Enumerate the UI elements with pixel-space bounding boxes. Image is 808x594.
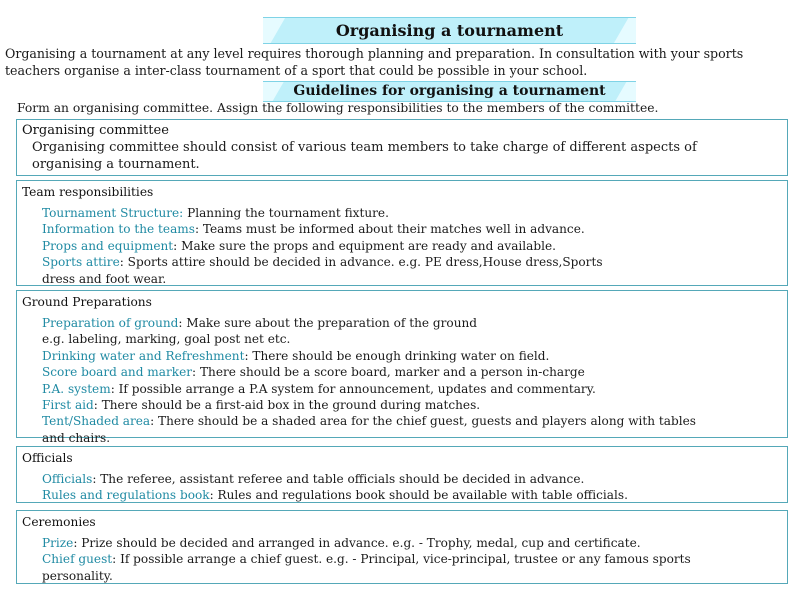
item-term: P.A. system (42, 381, 111, 396)
page-title: Organising a tournament (335, 21, 564, 40)
item-text: : The referee, assistant referee and table officials should be decided in advance. (92, 472, 585, 486)
item-term: Tent/Shaded area (42, 414, 151, 429)
item-continuation: e.g. labeling, marking, goal post net etc. (42, 332, 291, 347)
item-text: : There should be a first-aid box in the ground during matches. (93, 398, 481, 413)
item-term: Rules and regulations book (42, 488, 210, 503)
list-item (42, 254, 787, 270)
item-term: Chief guest (42, 552, 113, 567)
item-term: Score board and marker (42, 365, 193, 380)
item-text: : Teams must be informed about their matches well in advance. (194, 222, 585, 237)
section-heading: Ceremonies (22, 515, 96, 529)
section-body (42, 471, 787, 504)
banner-stripe-left (263, 18, 303, 43)
list-item (42, 205, 787, 221)
body-line: organising a tournament. (32, 157, 200, 172)
item-term: Prize (42, 536, 74, 550)
banner-stripe-right (596, 18, 636, 43)
intro-line: teachers organise a inter-class tournament of a sport that could be possible in your school. (5, 63, 588, 78)
item-text: : There should be a score board, marker and a person in-charge (192, 365, 585, 380)
list-item (42, 551, 787, 567)
section-body (42, 205, 787, 287)
item-text: : There should be a shaded area for the chief guest, guests and players along with tables (150, 414, 696, 429)
list-item (42, 315, 787, 331)
section-body (42, 315, 787, 446)
item-text: : Make sure about the preparation of the ground (178, 316, 478, 330)
team-responsibilities-section (16, 180, 788, 286)
list-item (42, 397, 787, 413)
list-item (42, 381, 787, 397)
item-text: : Make sure the props and equipment are ready and available. (173, 238, 556, 253)
list-item (42, 364, 787, 380)
item-term: Drinking water and Refreshment (42, 348, 245, 363)
item-continuation: dress and foot wear. (42, 271, 167, 286)
item-text: : If possible arrange a chief guest. e.g. - Principal, vice-principal, trustee or any famous sports (112, 552, 691, 567)
section-body (32, 139, 787, 173)
instruction-text: Form an organising committee. Assign the following responsibilities to the members of the committee. (17, 101, 659, 115)
item-term: Tournament Structure: (42, 206, 184, 220)
item-text: : Prize should be decided and arranged in advance. e.g. - Trophy, medal, cup and certificate. (73, 536, 641, 550)
list-item (42, 238, 787, 254)
page-title-banner (263, 17, 636, 44)
item-term: Sports attire (42, 255, 120, 270)
list-item (42, 535, 787, 551)
item-text: : There should be enough drinking water on field. (244, 348, 550, 363)
list-item (42, 487, 787, 503)
list-item (42, 471, 787, 487)
body-line: Organising committee should consist of various team members to take charge of different aspects of (32, 140, 697, 155)
organising-committee-section (16, 119, 788, 176)
ground-preparations-section (16, 290, 788, 445)
section-heading: Ground Preparations (22, 295, 152, 309)
item-term: Preparation of ground (42, 316, 179, 330)
list-item (42, 348, 787, 364)
item-text: : Rules and regulations book should be available with table officials. (209, 488, 628, 503)
item-term: Information to the teams (42, 222, 195, 237)
section-heading: Officials (22, 451, 73, 465)
guidelines-title: Guidelines for organising a tournament (293, 83, 606, 99)
item-text: : Sports attire should be decided in advance. e.g. PE dress,House dress,Sports (119, 255, 603, 270)
item-term: Officials (42, 472, 93, 486)
intro-line: Organising a tournament at any level requires thorough planning and preparation. In consultation with your sports (5, 46, 744, 61)
section-heading: Organising committee (22, 123, 169, 138)
ceremonies-section (16, 510, 788, 584)
intro-paragraph (5, 45, 785, 79)
section-body (42, 535, 787, 584)
item-text: Planning the tournament fixture. (183, 206, 389, 220)
item-continuation: personality. (42, 568, 113, 583)
item-term: Props and equipment (42, 238, 174, 253)
guidelines-banner (263, 81, 636, 102)
item-term: First aid (42, 398, 94, 413)
list-item (42, 413, 787, 429)
officials-section (16, 446, 788, 503)
item-continuation: and chairs. (42, 430, 111, 445)
item-text: : If possible arrange a P.A system for announcement, updates and commentary. (110, 381, 596, 396)
list-item (42, 221, 787, 237)
section-heading: Team responsibilities (22, 185, 154, 199)
